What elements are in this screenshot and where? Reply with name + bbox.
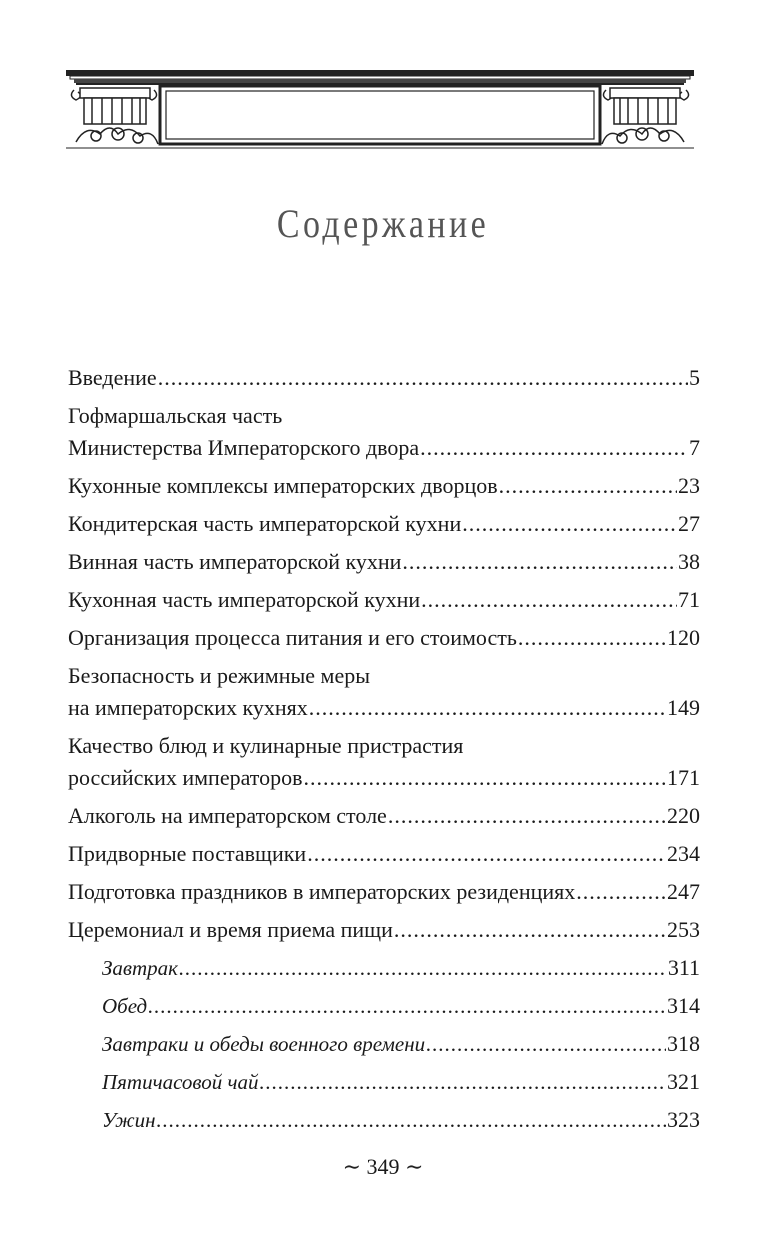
toc-leader-dots: [402, 546, 677, 578]
left-swash-icon: ∼: [342, 1154, 361, 1179]
toc-sub-entries: [68, 952, 700, 1136]
toc-entry-page: 5: [689, 365, 700, 390]
toc-entry[interactable]: [68, 508, 700, 540]
toc-leader-dots: [420, 432, 688, 464]
toc-entry-title: российских императоров: [68, 765, 303, 790]
table-of-contents: [68, 362, 700, 1142]
toc-entry-title: Ужин: [102, 1108, 156, 1132]
toc-entry-title: Введение: [68, 365, 157, 390]
header-ornament-icon: [66, 64, 694, 156]
toc-entry[interactable]: [68, 800, 700, 832]
toc-entry[interactable]: [68, 990, 700, 1022]
toc-entry-page: 314: [667, 993, 700, 1018]
toc-entry-page: 120: [667, 625, 700, 650]
toc-entry-page: 323: [667, 1107, 700, 1132]
toc-entry[interactable]: [68, 838, 700, 870]
toc-entry-page: 71: [678, 587, 700, 612]
toc-entry[interactable]: [68, 876, 700, 908]
toc-entry-page: 27: [678, 511, 700, 536]
toc-entry[interactable]: [68, 584, 700, 616]
toc-leader-dots: [462, 508, 677, 540]
toc-leader-dots: [260, 1066, 666, 1098]
toc-entry[interactable]: [68, 400, 700, 464]
toc-entry[interactable]: [68, 914, 700, 946]
toc-leader-dots: [388, 800, 666, 832]
toc-leader-dots: [158, 362, 688, 394]
toc-entry-title: Министерства Императорского двора: [68, 435, 420, 460]
toc-entry-title-line1: Качество блюд и кулинарные пристрастия: [68, 733, 464, 758]
toc-entry[interactable]: [68, 660, 700, 724]
toc-entry-title: Кухонная часть императорской кухни: [68, 587, 421, 612]
toc-leader-dots: [421, 584, 677, 616]
toc-entry[interactable]: [68, 952, 700, 984]
toc-leader-dots: [426, 1028, 666, 1060]
page-number: 349: [366, 1154, 400, 1179]
toc-leader-dots: [157, 1104, 666, 1136]
toc-leader-dots: [394, 914, 666, 946]
toc-entry-page: 311: [667, 955, 700, 980]
toc-entry-page: 247: [667, 879, 700, 904]
toc-entry-page: 38: [678, 549, 700, 574]
toc-leader-dots: [307, 838, 666, 870]
right-swash-icon: ∼: [405, 1154, 424, 1179]
toc-entry-title: Обед: [102, 994, 148, 1018]
toc-leader-dots: [179, 952, 667, 984]
toc-entry-page: 23: [678, 473, 700, 498]
toc-entry-page: 318: [667, 1031, 700, 1056]
toc-entry-title: Организация процесса питания и его стоимость: [68, 625, 517, 650]
toc-entry-title-line1: Гофмаршальская часть: [68, 403, 283, 428]
toc-leader-dots: [304, 762, 667, 794]
toc-entry-page: 253: [667, 917, 700, 942]
toc-leader-dots: [309, 692, 666, 724]
toc-entry-page: 171: [667, 765, 700, 790]
toc-entry-title: Подготовка праздников в императорских резиденциях: [68, 879, 576, 904]
toc-leader-dots: [148, 990, 666, 1022]
toc-entry[interactable]: [68, 730, 700, 794]
toc-entry-title-line1: Безопасность и режимные меры: [68, 663, 370, 688]
toc-entry-title: Алкоголь на императорском столе: [68, 803, 387, 828]
toc-entry[interactable]: [68, 470, 700, 502]
toc-entry-page: 220: [667, 803, 700, 828]
toc-entry[interactable]: [68, 1028, 700, 1060]
toc-entry-page: 7: [689, 435, 700, 460]
toc-entry-title: Церемониал и время приема пищи: [68, 917, 393, 942]
toc-entry-page: 149: [667, 695, 700, 720]
toc-entry[interactable]: [68, 362, 700, 394]
toc-entry-title: Винная часть императорской кухни: [68, 549, 402, 574]
toc-entry-title: на императорских кухнях: [68, 695, 308, 720]
toc-entry-title: Завтрак: [102, 956, 179, 980]
toc-entry-page: 321: [667, 1069, 700, 1094]
toc-entry-title: Кухонные комплексы императорских дворцов: [68, 473, 498, 498]
toc-entry-title: Завтраки и обеды военного времени: [102, 1032, 426, 1056]
toc-main-entries: [68, 362, 700, 946]
toc-entry-title: Кондитерская часть императорской кухни: [68, 511, 462, 536]
toc-leader-dots: [518, 622, 666, 654]
page-title: Содержание: [276, 201, 490, 246]
toc-entry[interactable]: [68, 546, 700, 578]
page-number-footer: [0, 1154, 766, 1180]
toc-entry-title: Пятичасовой чай: [102, 1070, 259, 1094]
toc-entry-title: Придворные поставщики: [68, 841, 307, 866]
toc-leader-dots: [576, 876, 666, 908]
toc-entry[interactable]: [68, 1104, 700, 1136]
toc-entry[interactable]: [68, 1066, 700, 1098]
toc-leader-dots: [499, 470, 677, 502]
toc-entry-page: 234: [667, 841, 700, 866]
toc-entry[interactable]: [68, 622, 700, 654]
